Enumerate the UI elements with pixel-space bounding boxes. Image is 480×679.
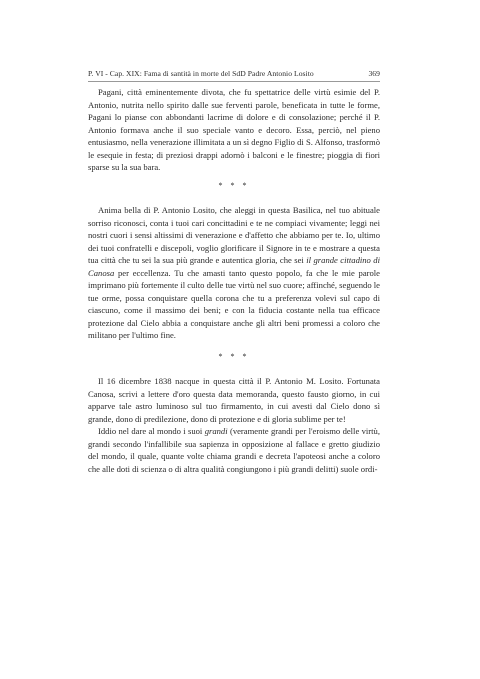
section-separator: * * * [218, 180, 250, 190]
section-separator: * * * [218, 351, 250, 361]
running-title: P. VI - Cap. XIX: Fama di santità in morte del SdD Padre Antonio Losito [88, 69, 314, 78]
body-text [88, 86, 380, 475]
invocation-italic: il grande cittadino di Canosa [88, 255, 380, 278]
running-header [88, 69, 380, 78]
paragraph-grandi [88, 425, 380, 475]
paragraph-invocation [88, 204, 380, 342]
grandi-text-a: Iddio nel dare al mondo i suoi [98, 426, 205, 436]
grandi-text-b: (veramente grandi per l'eroismo delle virtù, grandi secondo l'infallibile sua sapienza in opposizione al fallace e gretto giudizio del mondo, il quale, quante volte chiama grandi e decreta l'apoteosi anche a coloro che alle doti di scienza o di altra qualità congiungono i più grandi delitti) suole ordi- [88, 426, 380, 474]
page-number: 369 [368, 69, 380, 78]
invocation-text-a: Anima bella di P. Antonio Losito, che aleggi in questa Basilica, nel tuo abituale sorriso riconosci, conta i tuoi cari concittadini e te ne compiaci vivamente; leggi nei nostri cuori i sensi altissimi di venerazione e d'affetto che abbiamo per te. Io, ultimo dei tuoi confratelli e discepoli, voglio glorificare il Signore in te e mostrare a questa tua città che tu sei la sua più grande e autentica gloria, che sei [88, 205, 380, 265]
grandi-italic: grandi [204, 426, 228, 436]
paragraph-birth: Il 16 dicembre 1838 nacque in questa città il P. Antonio M. Losito. Fortunata Canosa, scrivi a lettere d'oro questa data memoranda, questo fausto giorno, in cui apparve tale astro luminoso sul tuo firmamento, in cui avesti dal Cielo dono sì grande, dono di predilezione, dono di protezione e di gloria sublime per te! [88, 376, 380, 424]
paragraph-pagani: Pagani, città eminentemente divota, che fu spettatrice delle virtù esimie del P. Antonio, nutrita nello spirito dalle sue ferventi parole, beneficata in tutte le forme, Pagani lo pianse con abbondanti lacrime di dolore e di consolazione; perché il P. Antonio formava anche il suo speciale vanto e decoro. Essa, perciò, nel pieno entusiasmo, nella venerazione illimitata a un sì degno Figlio di S. Alfonso, trasformò le esequie in festa; di preziosi drappi adornò i balconi e le finestre; pioggia di fiori sparse su la sua bara. [88, 87, 380, 172]
header-rule [88, 81, 380, 82]
invocation-text-b: per eccellenza. Tu che amasti tanto questo popolo, fa che le mie parole imprimano più fortemente il culto delle tue virtù nel suo cuore; affinché, seguendo le tue orme, possa conquistare quella corona che tu a preferenza volevi sul capo di ciascuno, come il massimo dei beni; e con la fiducia costante nella tua efficace protezione dal Cielo abbia a conquistare anche gli altri beni promessi a coloro che militano per l'ultimo fine. [88, 267, 380, 340]
